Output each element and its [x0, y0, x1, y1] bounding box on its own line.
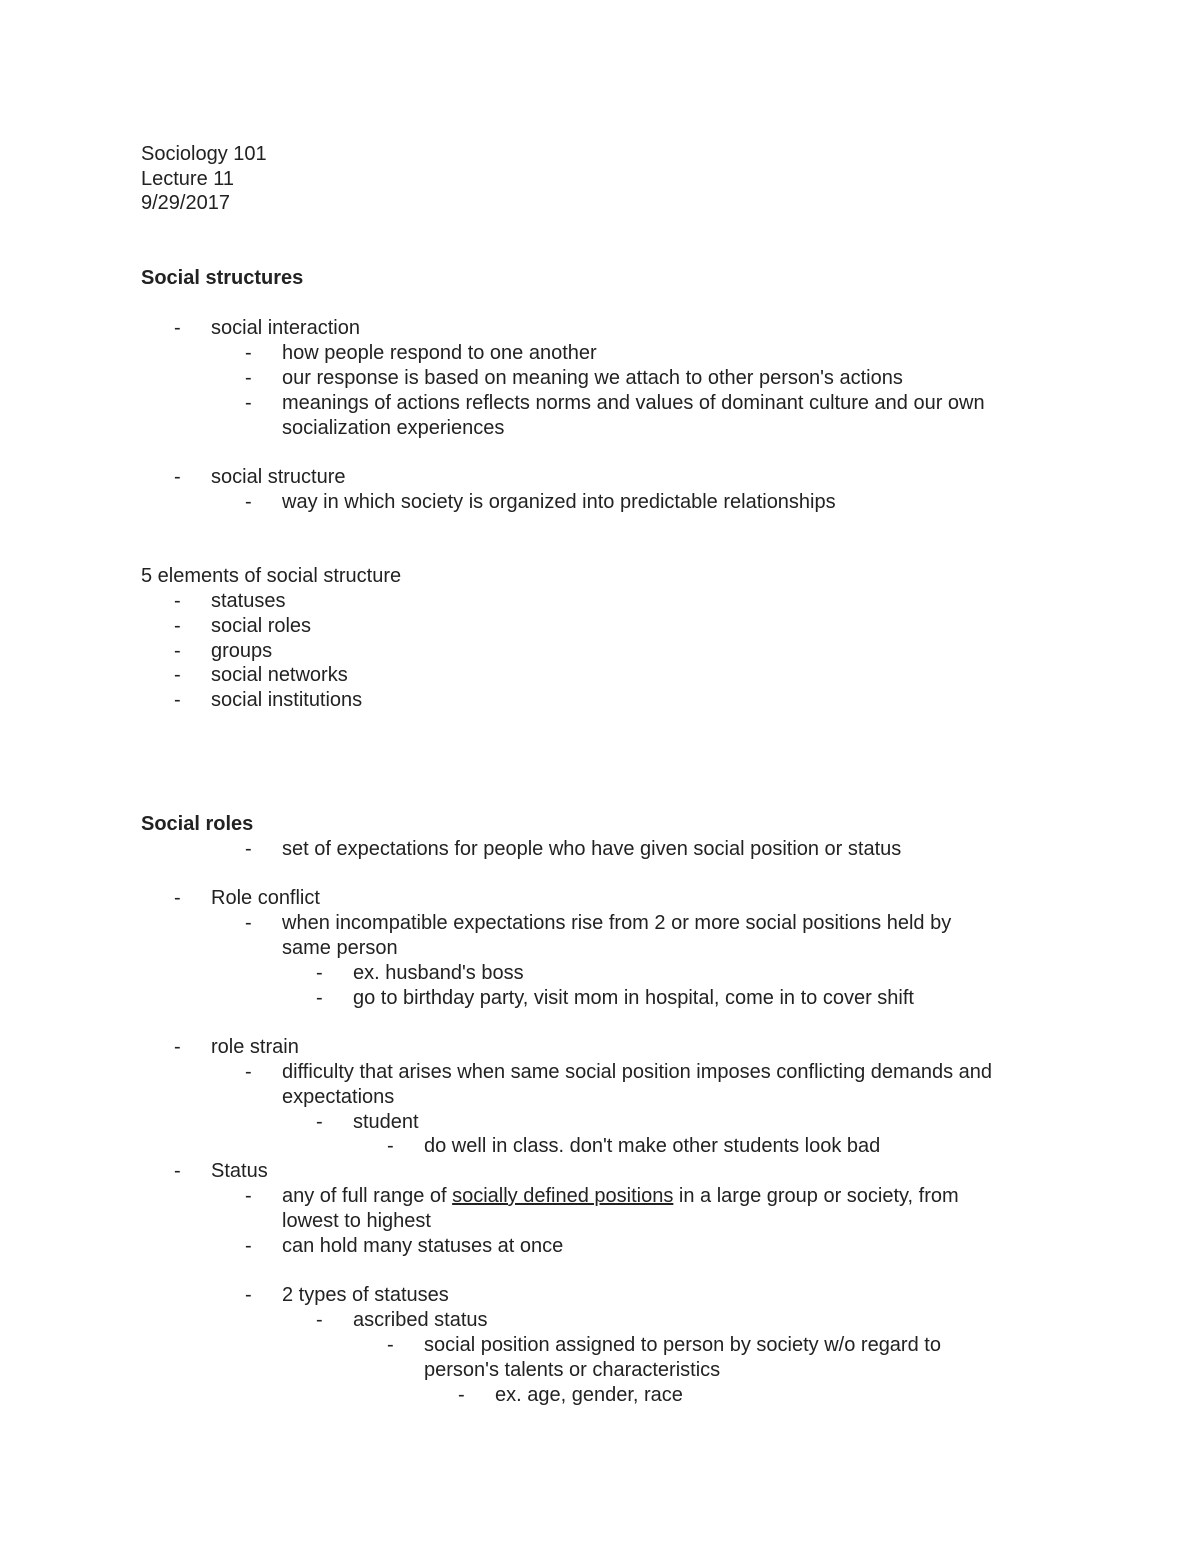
bullet-dash: - — [174, 615, 181, 637]
bullet-dash: - — [174, 317, 181, 339]
status-definition-end: in a large group or society, from — [673, 1185, 959, 1207]
bullet-dash: - — [174, 640, 181, 662]
bullet-dash: - — [245, 491, 252, 513]
list-item: meanings of actions reflects norms and values of dominant culture and our own — [282, 392, 985, 414]
list-item: way in which society is organized into predictable relationships — [282, 491, 836, 513]
bullet-dash: - — [458, 1384, 465, 1406]
list-item: Role conflict — [211, 887, 320, 909]
list-item: difficulty that arises when same social position imposes conflicting demands and — [282, 1061, 992, 1083]
list-item: social interaction — [211, 317, 360, 339]
list-item: student — [353, 1111, 419, 1133]
section-heading-social-structures: Social structures — [141, 267, 304, 289]
bullet-dash: - — [245, 1185, 252, 1207]
bullet-dash: - — [245, 367, 252, 389]
list-item: ex. age, gender, race — [495, 1384, 683, 1406]
bullet-dash: - — [316, 1309, 323, 1331]
list-item: social structure — [211, 466, 346, 488]
bullet-dash: - — [245, 392, 252, 414]
bullet-dash: - — [245, 912, 252, 934]
list-item: statuses — [211, 590, 286, 612]
list-item: role strain — [211, 1036, 299, 1058]
list-item-continuation: expectations — [282, 1086, 395, 1108]
bullet-dash: - — [174, 689, 181, 711]
list-item: set of expectations for people who have given social position or status — [282, 838, 902, 860]
bullet-dash: - — [245, 342, 252, 364]
list-item: social networks — [211, 664, 348, 686]
list-item: social institutions — [211, 689, 363, 711]
list-item: our response is based on meaning we attach to other person's actions — [282, 367, 903, 389]
elements-heading: 5 elements of social structure — [141, 565, 402, 587]
list-item: ascribed status — [353, 1309, 488, 1331]
list-item: social position assigned to person by society w/o regard to — [424, 1334, 941, 1356]
list-item: when incompatible expectations rise from 2 or more social positions held by — [282, 912, 952, 934]
bullet-dash: - — [387, 1334, 394, 1356]
bullet-dash: - — [174, 1160, 181, 1182]
lecture-number: Lecture 11 — [141, 168, 235, 190]
lecture-date: 9/29/2017 — [141, 192, 230, 214]
list-item-continuation: same person — [282, 937, 398, 959]
list-item: do well in class. don't make other students look bad — [424, 1135, 881, 1157]
bullet-dash: - — [245, 1061, 252, 1083]
bullet-dash: - — [245, 838, 252, 860]
section-heading-social-roles: Social roles — [141, 813, 254, 835]
bullet-dash: - — [174, 1036, 181, 1058]
bullet-dash: - — [174, 590, 181, 612]
list-item: ex. husband's boss — [353, 962, 524, 984]
bullet-dash: - — [387, 1135, 394, 1157]
bullet-dash: - — [174, 887, 181, 909]
bullet-dash: - — [316, 962, 323, 984]
bullet-dash: - — [174, 664, 181, 686]
underlined-term: socially defined positions — [452, 1185, 674, 1207]
list-item-continuation: person's talents or characteristics — [424, 1359, 721, 1381]
list-item — [282, 1184, 959, 1208]
bullet-dash: - — [174, 466, 181, 488]
list-item: groups — [211, 640, 273, 662]
list-item: 2 types of statuses — [282, 1284, 449, 1306]
list-item: go to birthday party, visit mom in hospital, come in to cover shift — [353, 987, 914, 1009]
list-item-continuation: socialization experiences — [282, 417, 505, 439]
list-item: social roles — [211, 615, 312, 637]
bullet-dash: - — [316, 987, 323, 1009]
list-item: how people respond to one another — [282, 342, 597, 364]
bullet-dash: - — [245, 1284, 252, 1306]
bullet-dash: - — [245, 1235, 252, 1257]
list-item: Status — [211, 1160, 268, 1182]
course-title: Sociology 101 — [141, 143, 267, 165]
list-item-continuation: lowest to highest — [282, 1210, 431, 1232]
status-definition-start: any of full range of — [282, 1185, 453, 1207]
bullet-dash: - — [316, 1111, 323, 1133]
list-item: can hold many statuses at once — [282, 1235, 564, 1257]
